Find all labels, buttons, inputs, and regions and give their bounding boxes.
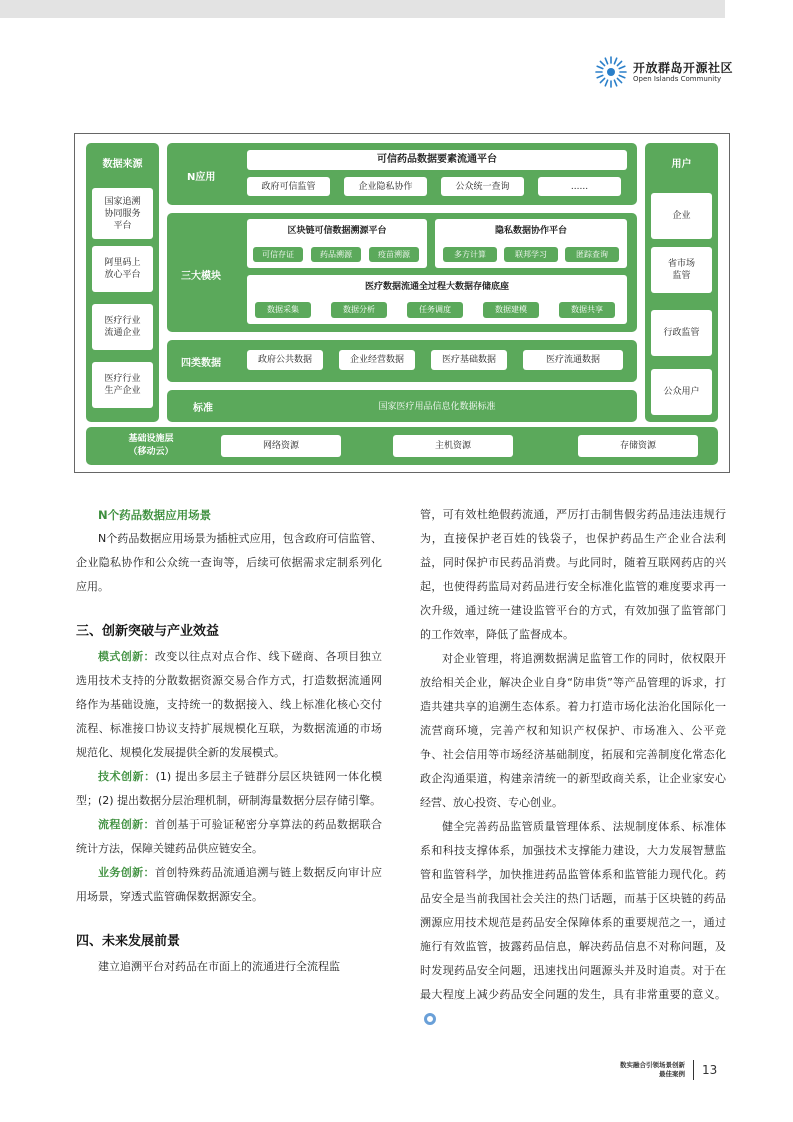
- data-type-item: 政府公共数据: [247, 350, 323, 370]
- process-innovation-text: 首创基于可验证秘密分享算法的药品数据联合统计方法，保障关键药品供应链安全。: [76, 818, 382, 855]
- data-sources-panel: [86, 143, 159, 422]
- module-item: 数据分析: [331, 302, 387, 318]
- n-app-item: 政府可信监管: [247, 177, 330, 196]
- business-innovation-label: 业务创新：: [98, 866, 155, 879]
- right-paragraph-3-text: 健全完善药品监管质量管理体系、法规制度体系、标准体系和科技支撑体系，加强技术支撑能力建设，大力发展智慧监管和监管科学，加快推进药品监管体系和监管能力现代化。药品安全是当前我国社会关注的热门话题，而基于区块链的药品溯源应用技术规范是药品安全保障体系的重要规范之一，通过施行有效监管，披露药品信息，解决药品信息不对称问题，及时发现药品安全问题，迅速找出问题源头并及时追责。对于在最大程度上减少药品安全问题的发生，具有非常重要的意义。: [420, 820, 726, 1001]
- user-box: 企业: [651, 193, 712, 239]
- tech-innovation-text: (1) 提出多层主子链群分层区块链网一体化模型；(2) 提出数据分层治理机制，研制海量数据分层存储引擎。: [76, 770, 383, 807]
- blockchain-module-title: 区块链可信数据溯源平台: [287, 226, 387, 236]
- right-paragraph-3: [420, 815, 726, 1031]
- source-box: 国家追溯 协同服务 平台: [92, 188, 153, 239]
- community-logo: [593, 54, 733, 90]
- module-item: 任务调度: [407, 302, 463, 318]
- infrastructure-label: 基础设施层 （移动云）: [128, 434, 174, 457]
- users-title: 用户: [671, 159, 692, 170]
- user-box: 省市场 监管: [651, 247, 712, 293]
- footer-line-2: 最佳案例: [659, 1070, 685, 1078]
- user-box: 公众用户: [651, 369, 712, 415]
- four-data-types-panel: [167, 340, 637, 382]
- module-item: 药品溯源: [311, 247, 361, 262]
- standard-text: 国家医疗用品信息化数据标准: [378, 402, 496, 412]
- privacy-module: [435, 219, 627, 268]
- module-item: 数据建模: [483, 302, 539, 318]
- module-item: 联邦学习: [504, 247, 558, 262]
- mode-innovation-text: 改变以往点对点合作、线下磋商、各项目独立选用技术支持的分散数据资源交易合作方式，打造数据流通网络作为基础设施，支持统一的数据接入、线上标准化核心交付流程、标准接口协议支持扩展规模化互联，为数据流通的市场规范化、规模化发展提供全新的发展模式。: [76, 650, 382, 759]
- source-box: 医疗行业 流通企业: [92, 304, 153, 350]
- footer-divider: [693, 1060, 694, 1080]
- tech-innovation-paragraph: [76, 765, 382, 813]
- top-bar: [0, 0, 725, 18]
- page-footer: [620, 1060, 717, 1080]
- n-app-item: 企业隐私协作: [344, 177, 427, 196]
- page-number: 13: [702, 1063, 718, 1077]
- standard-panel: [167, 390, 637, 422]
- n-app-item: ......: [538, 177, 621, 196]
- left-column: [76, 503, 382, 979]
- three-modules-label: 三大模块: [181, 271, 221, 282]
- three-modules-panel: [167, 213, 637, 332]
- business-innovation-text: 首创特殊药品流通追溯与链上数据反向审计应用场景，穿透式监管确保数据源安全。: [76, 866, 382, 903]
- logo-title-cn: 开放群岛开源社区: [633, 60, 734, 75]
- section-3-heading: 三、创新突破与产业效益: [76, 624, 220, 639]
- logo-title-en: Open Islands Community: [633, 74, 722, 83]
- tech-innovation-label: 技术创新：: [98, 770, 156, 783]
- data-sources-title: 数据来源: [102, 159, 143, 170]
- process-innovation-paragraph: [76, 813, 382, 861]
- platform-title: 可信药品数据要素流通平台: [247, 150, 627, 170]
- source-box: 阿里码上 放心平台: [92, 246, 153, 292]
- footer-caption: [620, 1061, 685, 1079]
- mode-innovation-paragraph: [76, 645, 382, 765]
- module-item: 疫苗溯源: [369, 247, 419, 262]
- data-type-item: 医疗基础数据: [431, 350, 507, 370]
- source-box: 医疗行业 生产企业: [92, 362, 153, 408]
- module-item: 可信存证: [253, 247, 303, 262]
- n-scenarios-paragraph: N个药品数据应用场景为插桩式应用，包含政府可信监管、企业隐私协作和公众统一查询等，后续可依据需求定制系列化应用。: [76, 532, 382, 593]
- footer-line-1: 数实融合引领场景创新: [620, 1061, 685, 1069]
- architecture-diagram: [74, 133, 730, 473]
- privacy-module-title: 隐私数据协作平台: [494, 226, 567, 236]
- module-item: 数据共享: [559, 302, 615, 318]
- sunburst-logo-icon: [593, 54, 629, 90]
- infra-resource: 存储资源: [578, 435, 698, 457]
- data-type-item: 企业经营数据: [339, 350, 415, 370]
- standard-label: 标准: [193, 403, 213, 414]
- n-apps-label: N应用: [187, 172, 216, 183]
- end-mark-icon: [424, 1013, 436, 1025]
- four-data-types-label: 四类数据: [181, 358, 221, 369]
- n-scenarios-heading: N个药品数据应用场景: [98, 508, 212, 522]
- user-box: 行政监管: [651, 310, 712, 356]
- blockchain-module: [247, 219, 427, 268]
- section-4-heading: 四、未来发展前景: [76, 934, 181, 949]
- storage-module: [247, 275, 627, 324]
- infrastructure-panel: [86, 427, 718, 465]
- right-paragraph-1: 管，可有效杜绝假药流通，严厉打击制售假劣药品违法违规行为，直接保护老百姓的钱袋子，也保护药品生产企业合法利益，同时保护市民药品消费。与此同时，随着互联网药店的兴起，也使得药监局对药品进行安全标准化监管的难度要求再一次升级，通过统一建设监管平台的方式，有效加强了监管部门的工作效率，降低了监督成本。: [420, 508, 726, 641]
- process-innovation-label: 流程创新：: [98, 818, 155, 831]
- data-type-item: 医疗流通数据: [523, 350, 623, 370]
- infra-resource: 网络资源: [221, 435, 341, 457]
- mode-innovation-label: 模式创新：: [98, 650, 155, 663]
- storage-module-title: 医疗数据流通全过程大数据存储底座: [364, 282, 509, 292]
- n-app-item: 公众统一查询: [441, 177, 524, 196]
- module-item: 匿踪查询: [565, 247, 619, 262]
- n-apps-panel: [167, 143, 637, 205]
- right-column: [420, 503, 726, 1031]
- module-item: 多方计算: [443, 247, 497, 262]
- business-innovation-paragraph: [76, 861, 382, 909]
- infra-resource: 主机资源: [393, 435, 513, 457]
- future-paragraph: 建立追溯平台对药品在市面上的流通进行全流程监: [98, 960, 340, 973]
- module-item: 数据采集: [255, 302, 311, 318]
- users-panel: [645, 143, 718, 422]
- right-paragraph-2: 对企业管理，将追溯数据满足监管工作的同时，依权限开放给相关企业，解决企业自身“防串货”等产品管理的诉求，打造共建共享的追溯生态体系。着力打造市场化法治化国际化一流营商环境，完善产权和知识产权保护、市场准入、公平竞争、社会信用等市场经济基础制度，拓展和完善制度化常态化政企沟通渠道，构建亲清统一的新型政商关系，让企业家安心经营、放心投资、专心创业。: [420, 652, 726, 809]
